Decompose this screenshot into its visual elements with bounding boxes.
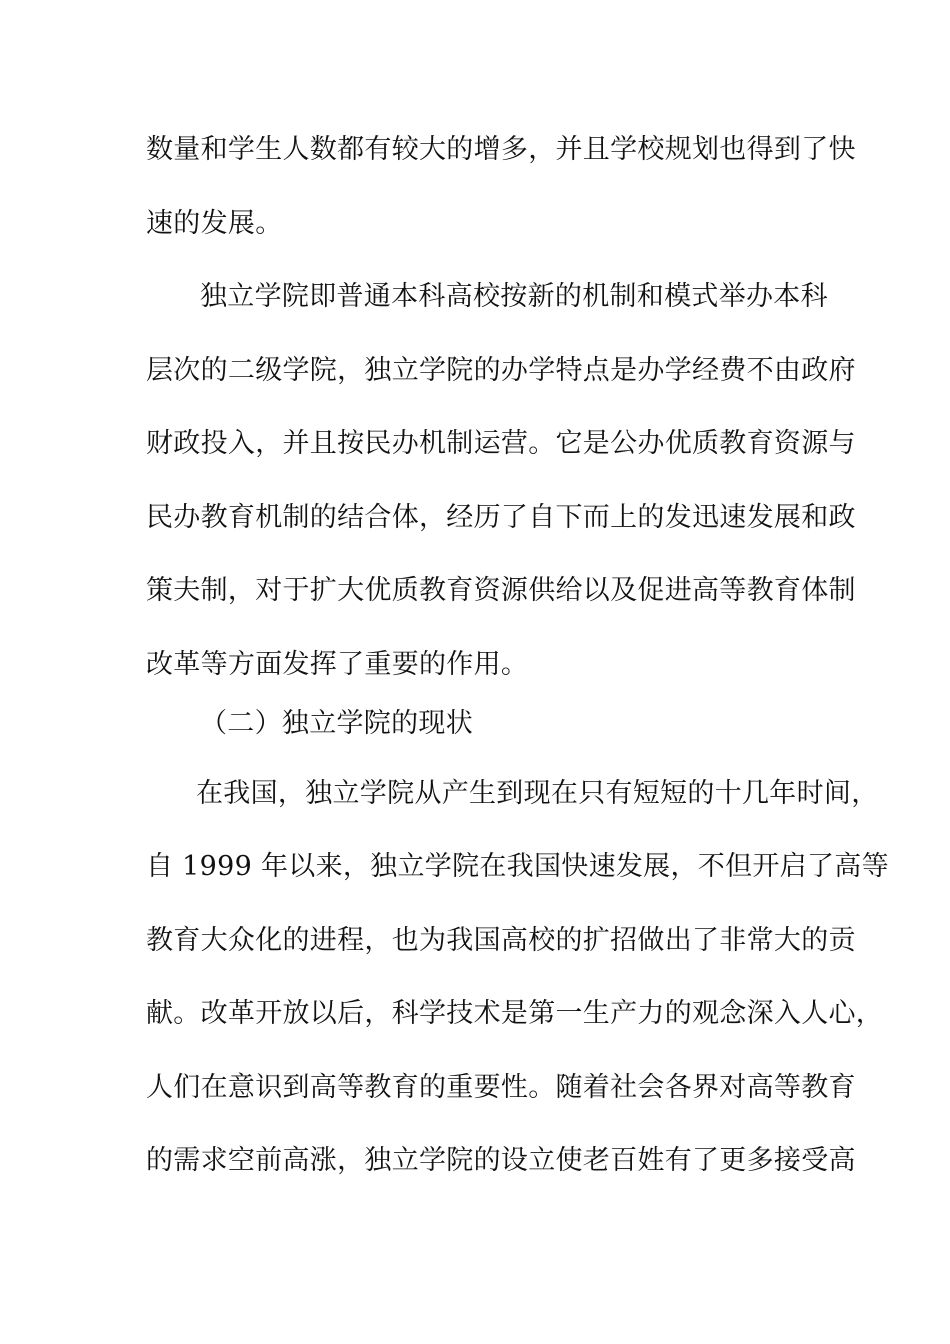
body-text-line: 人们在意识到高等教育的重要性。随着社会各界对高等教育 — [146, 1072, 856, 1103]
body-text-line: 改革等方面发挥了重要的作用。 — [146, 649, 529, 680]
body-text-line: 财政投入，并且按民办机制运营。它是公办优质教育资源与 — [146, 428, 856, 459]
body-text-line: 献。改革开放以后，科学技术是第一生产力的观念深入人心， — [146, 998, 884, 1029]
body-text-line: 自 1999 年以来，独立学院在我国快速发展，不但开启了高等 — [146, 851, 889, 882]
body-text-line: 层次的二级学院，独立学院的办学特点是办学经费不由政府 — [146, 355, 856, 386]
paragraph-first-line: 在我国，独立学院从产生到现在只有短短的十几年时间， — [196, 778, 879, 809]
body-text-line: 的需求空前高涨，独立学院的设立使老百姓有了更多接受高 — [146, 1145, 856, 1176]
paragraph-first-line: 独立学院即普通本科高校按新的机制和模式举办本科 — [200, 281, 828, 312]
section-heading: （二）独立学院的现状 — [200, 708, 473, 739]
body-text-line: 速的发展。 — [146, 208, 283, 239]
body-text-line: 数量和学生人数都有较大的增多，并且学校规划也得到了快 — [146, 134, 856, 165]
body-text-line: 民办教育机制的结合体，经历了自下而上的发迅速发展和政 — [146, 502, 856, 533]
body-text-line: 策夫制，对于扩大优质教育资源供给以及促进高等教育体制 — [146, 575, 856, 606]
body-text-line: 教育大众化的进程，也为我国高校的扩招做出了非常大的贡 — [146, 925, 856, 956]
